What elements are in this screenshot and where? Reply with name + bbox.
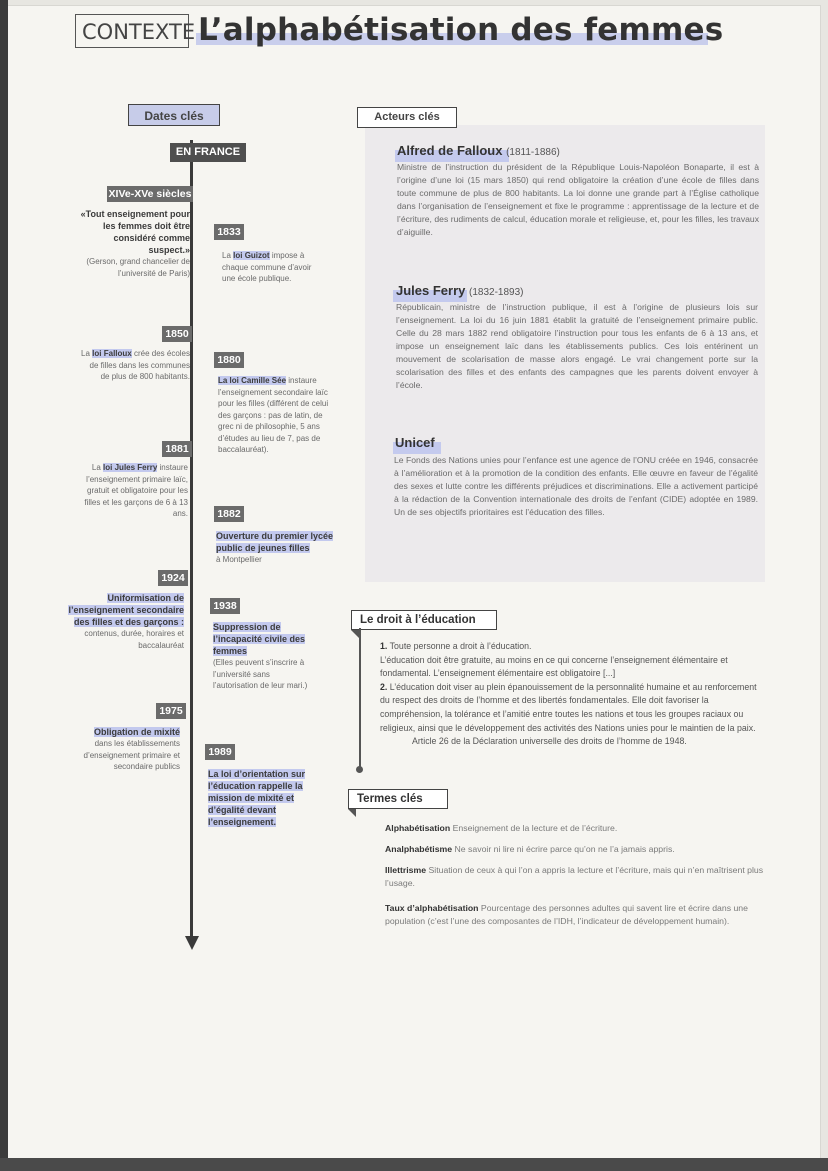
section-rule-dot	[356, 766, 363, 773]
timeline-event	[222, 250, 322, 285]
event-quote: «Tout enseignement pour les femmes doit être considéré comme suspect.»	[80, 209, 190, 255]
droit-education-heading: Le droit à l’éducation	[351, 610, 497, 630]
page-edge-left	[0, 0, 8, 1171]
definition: Ne savoir ni lire ni écrire parce qu’on ne l’a jamais appris.	[454, 844, 675, 854]
source-citation: Article 26 de la Déclaration universelle des droits de l’homme de 1948.	[412, 736, 687, 747]
event-law: loi Jules Ferry	[103, 463, 158, 472]
dates-cles-heading: Dates clés	[128, 104, 220, 126]
event-bold	[66, 592, 184, 628]
definition: Pourcentage des personnes adultes qui savent lire et écrire dans une population (c’est l’une des composantes de l’IDH, l’indicateur de développement humain).	[385, 903, 748, 926]
definition: Enseignement de la lecture et de l’écriture.	[452, 823, 618, 833]
timeline-event	[218, 375, 330, 456]
timeline-event	[66, 592, 184, 651]
event-title: Uniformisation de l’enseignement secondaire des filles et des garçons :	[68, 593, 184, 627]
event-title: Suppression de l’incapacité civile des femmes	[213, 622, 306, 656]
actor-description: Républicain, ministre de l’instruction publique, il est à l’origine de plusieurs lois sur l’enseignement. La loi du 16 juin 1881 établit la gratuité de l’enseignement primaire public. Celle du 28 mars 1882 rend obligatoire l’instruction pour tous les enfants de 6 à 13 ans, et impose un enseignement laïc dans les établissements publics. Ces lois entérinent un mouvement de scolarisation de masse alors engagé. Le vrai changement porte sur la scolarisation des filles et des enfants des campagnes que les parents doivent envoyer à l’école.	[396, 302, 758, 390]
timeline-arrow-icon	[185, 936, 199, 950]
actor-name	[397, 143, 560, 158]
term-definition	[385, 843, 765, 856]
country-label: EN FRANCE	[170, 143, 246, 162]
heading-tab	[348, 809, 356, 817]
term: Illettrisme	[385, 865, 427, 875]
event-title: Ouverture du premier lycée public de jeunes filles	[216, 531, 334, 553]
paragraph-number: 2.	[380, 681, 388, 692]
actor-name-text: Unicef	[395, 435, 435, 450]
event-text: instaure l’enseignement primaire laïc, gratuit et obligatoire pour les filles et les garçons de 6 à 13 ans.	[84, 463, 188, 518]
event-bold	[213, 621, 313, 657]
actor-name	[395, 435, 435, 450]
year-badge: 1850	[162, 326, 192, 342]
event-text: instaure l’enseignement secondaire laïc pour les filles (différent de celui des garçons : pas de latin, de grec ni de philosophie, 5 ans d’études au lieu de 7, pas de baccalauréat).	[218, 376, 329, 454]
actor-description: Ministre de l’instruction du président de la République Louis-Napoléon Bonaparte, il est à l’origine d’une loi (15 mars 1850) qui rend obligatoire la création d’une école de filles dans toute commune de plus de 800 habitants. La loi donne une grande part à l’Église catholique dans l’organisation de l’enseignement et fixe le programme : apprentissage de la lecture et de l’écriture, des rudiments de calcul, éducation morale et religieuse, et, pour les filles, les travaux d’aiguille.	[397, 162, 759, 237]
timeline-event	[216, 530, 334, 566]
section-rule	[359, 628, 361, 768]
timeline-event	[213, 621, 313, 692]
context-label: CONTEXTE	[75, 14, 189, 48]
event-text: impose à chaque commune d’avoir une école publique.	[222, 251, 312, 283]
term: Alphabétisation	[385, 823, 451, 833]
year-badge: 1924	[158, 570, 188, 586]
actor-dates: (1811-1886)	[506, 147, 560, 158]
paragraph-text: L’éducation doit être gratuite, au moins en ce qui concerne l’enseignement élémentaire et fondamental. L’enseignement élémentaire est obligatoire [...]	[380, 654, 728, 679]
timeline-event	[80, 348, 190, 383]
event-text: à Montpellier	[216, 555, 262, 564]
page-title: L’alphabétisation des femmes	[198, 12, 724, 48]
term: Analphabétisme	[385, 844, 453, 854]
paragraph-text: L’éducation doit viser au plein épanouissement de la personnalité humaine et au renforcement du respect des droits de l’homme et des libertés fondamentales. Elle doit favoriser la compréhension, la tolérance et l’amitié entre toutes les nations et tous les groupes raciaux ou religieux, ainsi que le développement des activités des Nations unies pour le maintien de la paix.	[380, 681, 757, 733]
term: Taux d’alphabétisation	[385, 903, 479, 913]
timeline-event	[208, 768, 324, 828]
timeline-event	[76, 462, 188, 520]
event-bold	[66, 726, 180, 738]
event-title: La loi d’orientation sur l’éducation rappelle la mission de mixité et d’égalité devant l’enseignement.	[208, 769, 306, 827]
acteurs-cles-heading: Acteurs clés	[357, 107, 457, 128]
timeline-axis	[190, 140, 193, 940]
event-text: (Elles peuvent s’inscrire à l’université sans l’autorisation de leur mari.)	[213, 658, 308, 690]
event-bold	[208, 768, 324, 828]
event-text: dans les établissements d’enseignement primaire et secondaire publics	[83, 739, 180, 771]
year-badge: 1989	[205, 744, 235, 760]
event-text: (Gerson, grand chancelier de l’université de Paris)	[86, 257, 190, 278]
term-definition	[385, 864, 765, 890]
page-edge-bottom	[0, 1158, 828, 1171]
actor-name	[396, 283, 523, 298]
year-badge: 1833	[214, 224, 244, 240]
actor-name-text: Jules Ferry	[396, 283, 466, 298]
event-title: Obligation de mixité	[93, 727, 180, 737]
event-text: contenus, durée, horaires et baccalauréat	[84, 629, 184, 650]
event-text: crée des écoles de filles dans les communes de plus de 800 habitants.	[89, 349, 190, 381]
event-text: La	[222, 251, 231, 260]
actor-dates: (1832-1893)	[469, 287, 524, 298]
event-text: La	[91, 463, 101, 472]
year-badge: XIVe-XVe siècles	[108, 188, 192, 200]
event-bold	[216, 530, 334, 554]
year-badge: 1882	[214, 506, 244, 522]
timeline-event	[80, 208, 190, 279]
definition: Situation de ceux à qui l’on a appris la lecture et l’écriture, mais qui n’en maîtrisent plus l’usage.	[385, 865, 764, 888]
term-definition	[385, 822, 765, 835]
paragraph-text: Toute personne a droit à l’éducation.	[389, 641, 532, 651]
year-badge: 1975	[156, 703, 186, 719]
heading-tab	[351, 630, 359, 638]
timeline-event	[66, 726, 180, 773]
year-badge: 1880	[214, 352, 244, 368]
year-badge: 1938	[210, 598, 240, 614]
actor-name-text: Alfred de Falloux	[397, 143, 503, 158]
event-text: La	[81, 349, 90, 358]
term-definition	[385, 902, 765, 928]
actor-description: Le Fonds des Nations unies pour l’enfance est une agence de l’ONU créée en 1946, consacrée à l’amélioration et à la promotion de la condition des enfants. Elle œuvre en faveur de l’égalité des sexes et lutte contre les différents préjudices et discriminations. Elle a activement participé à la rédaction de la Convention internationale des droits de l’enfant (CIDE) adoptée en 1989. Un de ses objectifs prioritaires est l’éducation des filles.	[394, 455, 758, 517]
event-law: loi Guizot	[233, 251, 270, 260]
year-badge: 1881	[162, 441, 192, 457]
termes-cles-heading: Termes clés	[348, 789, 448, 809]
event-law: loi Falloux	[92, 349, 132, 358]
event-law: La loi Camille Sée	[218, 376, 287, 385]
paragraph-number: 1.	[380, 641, 388, 651]
droit-text	[380, 640, 765, 749]
